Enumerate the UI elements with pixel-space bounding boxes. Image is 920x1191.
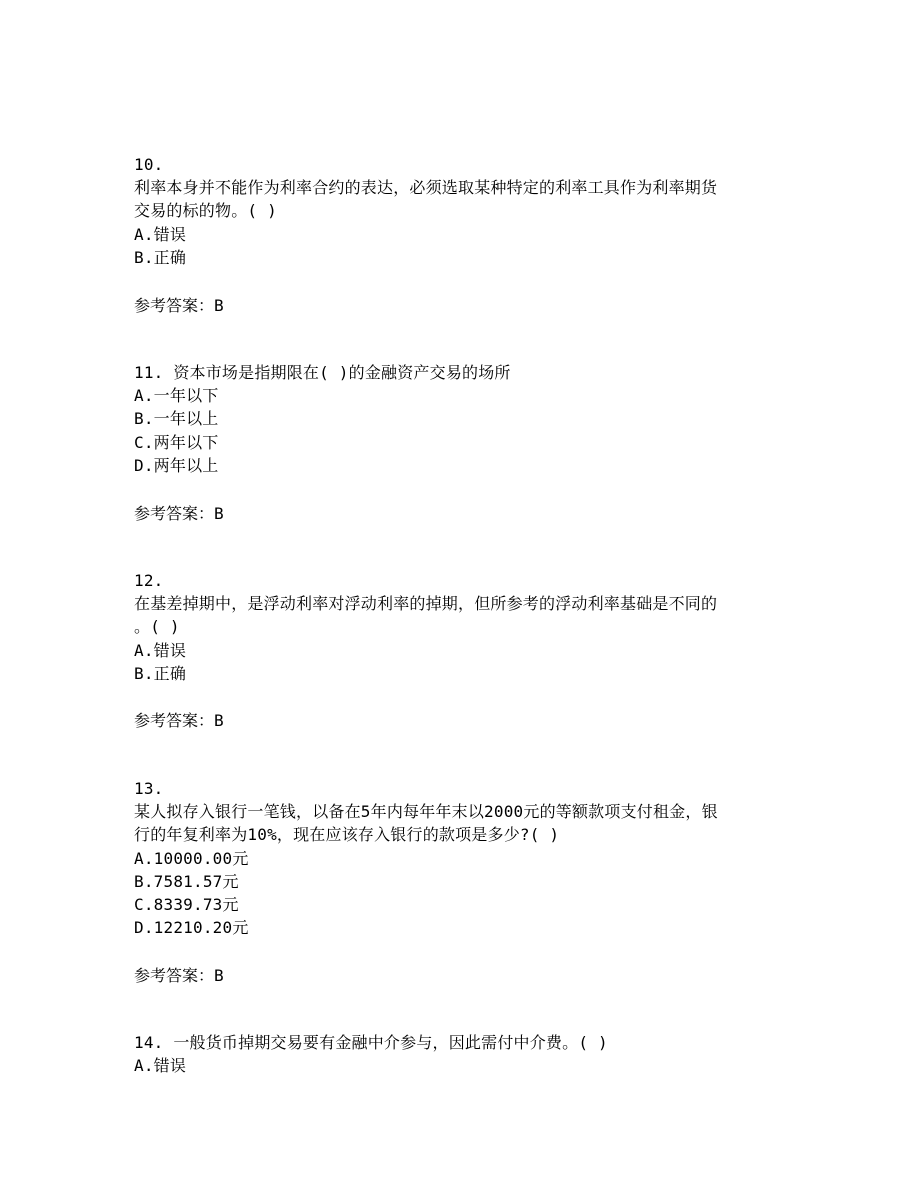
answer-12: 参考答案：B — [134, 711, 224, 730]
question-number: 13. — [134, 779, 164, 798]
option-d: D.两年以上 — [134, 455, 219, 475]
option-b: B.正确 — [134, 663, 187, 683]
question-number: 10. — [134, 155, 164, 174]
answer-13: 参考答案：B — [134, 966, 224, 985]
option-a: A.错误 — [134, 640, 187, 660]
question-text: 交易的标的物。( ) — [134, 201, 277, 221]
option-b: B.7581.57元 — [134, 871, 239, 891]
option-a: A.10000.00元 — [134, 848, 249, 868]
question-number: 12. — [134, 571, 164, 590]
answer-11: 参考答案：B — [134, 504, 224, 523]
question-text: 行的年复利率为10%，现在应该存入银行的款项是多少?( ) — [134, 825, 560, 845]
question-11 — [134, 361, 794, 477]
question-10 — [134, 153, 794, 269]
option-d: D.12210.20元 — [134, 918, 249, 938]
option-a: A.错误 — [134, 224, 187, 244]
option-c: C.8339.73元 — [134, 894, 239, 914]
option-c: C.两年以下 — [134, 432, 219, 452]
option-a: A.错误 — [134, 1056, 187, 1076]
question-12 — [134, 569, 794, 685]
question-text: 某人拟存入银行一笔钱，以备在5年内每年年末以2000元的等额款项支付租金，银 — [134, 802, 718, 822]
question-text: 在基差掉期中，是浮动利率对浮动利率的掉期，但所参考的浮动利率基础是不同的 — [134, 594, 718, 614]
question-text: 。( ) — [134, 617, 180, 637]
question-13 — [134, 777, 794, 939]
question-14 — [134, 1031, 794, 1077]
question-text: 利率本身并不能作为利率合约的表达，必须选取某种特定的利率工具作为利率期货 — [134, 178, 718, 198]
option-b: B.正确 — [134, 247, 187, 267]
answer-10: 参考答案：B — [134, 296, 224, 315]
question-text: 14. 一般货币掉期交易要有金融中介参与，因此需付中介费。( ) — [134, 1033, 608, 1052]
option-b: B.一年以上 — [134, 409, 219, 429]
question-text: 11. 资本市场是指期限在( )的金融资产交易的场所 — [134, 363, 511, 382]
option-a: A.一年以下 — [134, 386, 219, 406]
